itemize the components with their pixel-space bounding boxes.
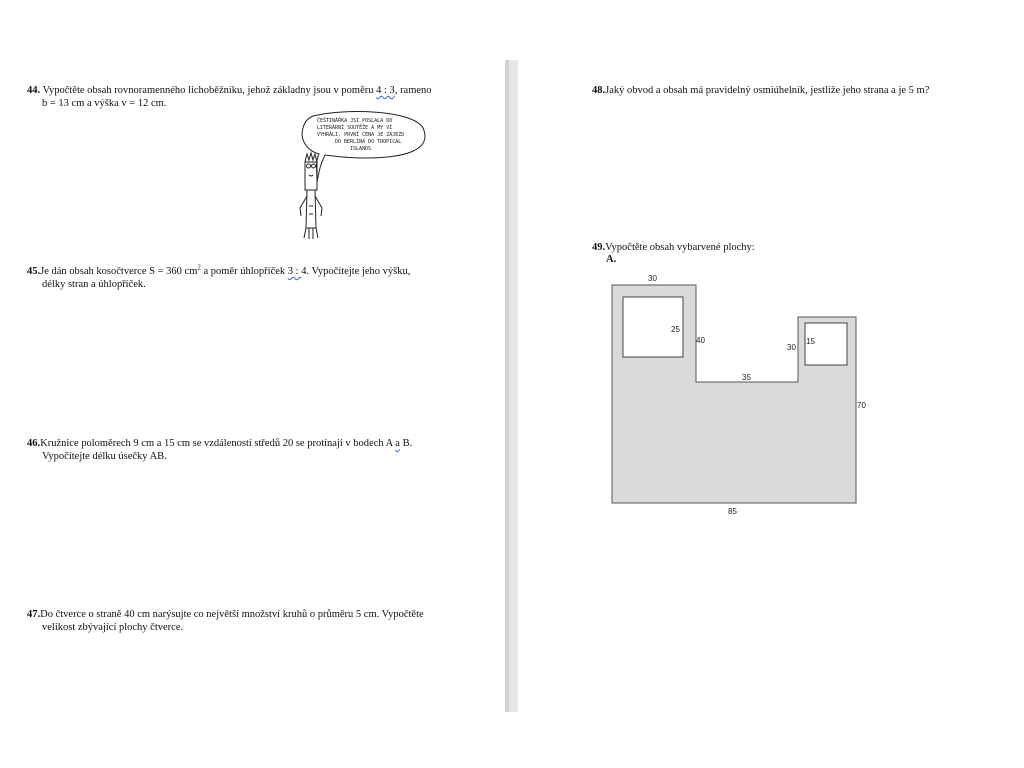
task-number: 45. bbox=[27, 266, 41, 277]
task-46 bbox=[27, 438, 447, 463]
task-text-line2: délky stran a úhlopříček. bbox=[42, 278, 146, 290]
task-text: Do čtverce o straně 40 cm narýsujte co největší množství kruhů o průměru 5 cm. Vypočtěte bbox=[40, 609, 424, 620]
ratio: 3 : bbox=[287, 266, 302, 277]
task-text: Jaký obvod a obsah má pravidelný osmiúhelník, jestliže jeho strana a je 5 m? bbox=[605, 85, 930, 96]
ratio: 4 : 3 bbox=[376, 85, 395, 96]
task-49 bbox=[592, 242, 1012, 255]
task-number: 47. bbox=[27, 609, 41, 620]
task-text: Vypočtěte obsah rovnoramenného lichoběžníku, jehož základny jsou v poměru bbox=[40, 85, 377, 96]
bubble-line: DO BERLÍNA DO TROPICAL bbox=[335, 139, 402, 145]
dimension-label: 40 bbox=[696, 336, 705, 345]
task-text: , rameno bbox=[394, 85, 432, 96]
dimension-label: 25 bbox=[671, 325, 680, 334]
task-text: 4. Vypočítejte jeho výšku, bbox=[301, 266, 411, 277]
task-text: B. bbox=[399, 438, 413, 449]
task-47 bbox=[27, 609, 447, 634]
task-text: a poměr úhlopříček bbox=[200, 266, 288, 277]
superscript: 2 bbox=[197, 263, 201, 272]
task-number: 44. bbox=[27, 85, 41, 96]
task-text-line2: velikost zbývající plochy čtverce. bbox=[42, 621, 184, 633]
task-text-line2: b = 13 cm a výška v = 12 cm. bbox=[42, 97, 167, 109]
bubble-line: ISLANDS bbox=[350, 146, 372, 152]
page-gutter bbox=[505, 60, 518, 712]
cartoon-illustration bbox=[295, 110, 435, 250]
dimension-label: 15 bbox=[806, 337, 815, 346]
bubble-line: ČEŠTINÁŘKA JSI POSLALA DO bbox=[317, 118, 393, 124]
dimension-label: 35 bbox=[742, 373, 751, 382]
task-text: Kružnice poloměrech 9 cm a 15 cm se vzdáleností středů 20 se protínají v bodech A bbox=[40, 438, 396, 449]
task-44 bbox=[27, 85, 447, 110]
task-48 bbox=[592, 85, 1012, 98]
task-number: 49. bbox=[592, 242, 606, 253]
task-number: 46. bbox=[27, 438, 41, 449]
bubble-line: LITERÁRNÍ SOUTĚŽE A MY VÍ bbox=[317, 125, 393, 131]
task-text: Je dán obsah kosočtverce S = 360 cm bbox=[40, 266, 198, 277]
dimension-label: 30 bbox=[787, 343, 796, 352]
bubble-line: VYHRÁLI, PRVNÍ CENA JE ZÁJEZD bbox=[317, 132, 405, 138]
task-text: Vypočtěte obsah vybarvené plochy: bbox=[605, 242, 755, 253]
task-text-line2: Vypočítejte délku úsečky AB. bbox=[42, 450, 167, 462]
dimension-label: 70 bbox=[857, 401, 866, 410]
conjunction: a bbox=[395, 438, 400, 449]
dimension-label: 30 bbox=[648, 274, 657, 283]
subtask-label: A. bbox=[606, 254, 617, 265]
shaded-area-figure bbox=[600, 270, 880, 520]
task-45 bbox=[27, 263, 447, 291]
task-number: 48. bbox=[592, 85, 606, 96]
dimension-label: 85 bbox=[728, 507, 737, 516]
